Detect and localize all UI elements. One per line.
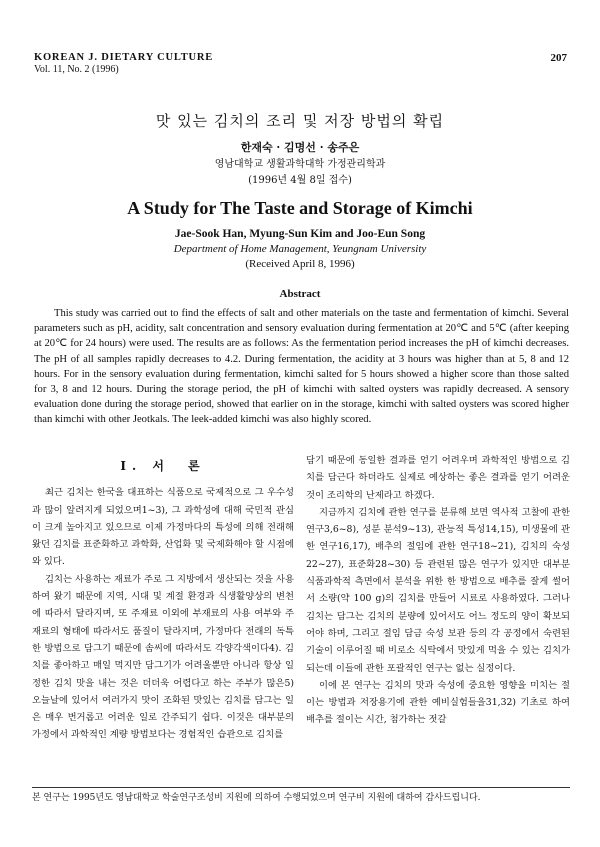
journal-name: KOREAN J. DIETARY CULTURE bbox=[34, 52, 214, 63]
english-affiliation: Department of Home Management, Yeungnam University bbox=[173, 243, 427, 255]
korean-authors: 한재숙 · 김명선 · 송주은 bbox=[240, 141, 360, 154]
journal-volume: Vol. 11, No. 2 (1996) bbox=[34, 64, 119, 75]
page-number: 207 bbox=[550, 52, 567, 64]
footnote: 본 연구는 1995년도 영남대학교 학술연구조성비 지원에 의하여 수행되었으며 연구비 지원에 대하여 감사드립니다. bbox=[32, 793, 481, 803]
english-title: A Study for The Taste and Storage of Kimchi bbox=[127, 198, 473, 218]
body-paragraph: 담기 때문에 동일한 결과를 얻기 어려우며 과학적인 방법으로 김치를 담근다 하더라도 실제로 예상하는 좋은 결과를 얻기 어려운 것이 조리학의 난제라고 하겠다. bbox=[306, 455, 570, 501]
abstract-heading: Abstract bbox=[279, 288, 321, 300]
korean-affiliation: 영남대학교 생활과학대학 가정관리학과 bbox=[214, 159, 386, 170]
body-paragraph: 최근 김치는 한국을 대표하는 식품으로 국제적으로 그 우수성과 많이 알려지게 되었으며1~3), 그 과학성에 대해 국민적 관심이 크게 높아지고 있으므로 이제 가정마다의 특성에 의해 전래해 왔던 김치를 표준화하고 과학화, 산업화 및 국제화해야 할 시점에 와 있다. bbox=[32, 487, 294, 568]
body-right-column bbox=[306, 452, 570, 729]
body-paragraph: 김치는 사용하는 재료가 주로 그 지방에서 생산되는 것을 사용하여 왔기 때문에 지역, 시대 및 계절 환경과 식생활양상의 변천에 따라서 달라지며, 또 주재료 이외에 부재료의 사용 여부와 주재료의 형태에 따라서도 품질이 달라지며, 가정마다 전래의 독특한 방법으로 담그기 때문에 솜씨에 따라서도 각양각색이다4). 김치를 좋아하고 매일 먹지만 담그기가 어려울뿐만 아니라 항상 일정한 김치 맛을 내는 것은 더더욱 어렵다고 하는 주부가 많은5) 오늘날에 있어서 여러가지 맛이 조화된 맛있는 김치를 담그는 일은 매우 번거롭고 어려운 일로 간주되기 쉽다. 이것은 대부분의 가정에서 과학적인 계량 방법보다는 경험적인 습관으로 김치를 bbox=[32, 573, 294, 741]
body-left-column bbox=[32, 458, 294, 744]
running-head bbox=[34, 52, 569, 75]
english-authors: Jae-Sook Han, Myung-Sun Kim and Joo-Eun Song bbox=[174, 228, 426, 240]
korean-received-date: (1996년 4월 8일 접수) bbox=[248, 175, 352, 186]
abstract-text: This study was carried out to find the effects of salt and other materials on the taste and fermentation of kimchi. Several parameters such as pH, acidity, salt concentration and sensory evaluation during fermentation at 20℃ and 5℃ (after keeping at 20℃ for 24 hours) were used. The results are as follows: As the fermentation period increases the pH of kimchi decreases. The pH of all samples rapidly decreases to 4.2. During fermentation, the acidity at 3 hours was higher than at 5, 8 and 12 hours. For in the sensory evaluation during fermentation, kimchi salted for 5 hours showed a higher score than those salted for 3, 8 and 12 hours. During the storage period, the pH of kimchi with salted oysters was rapidly decreased. A sensory evaluation done during the storage period, showed that earlier on in the storage, kimchi with salted oysters was scored higher than kimchi with other Jeotkals. The leek-added kimchi was also highly scored. bbox=[34, 308, 569, 426]
section-heading-introduction: I. 서 론 bbox=[120, 459, 206, 473]
footnote-divider bbox=[32, 787, 570, 788]
body-paragraph: 지금까지 김치에 관한 연구를 분류해 보면 역사적 고찰에 관한 연구3,6~8), 성분 분석9~13), 관능적 특성14,15), 미생물에 관한 연구16,17), 배추의 절임에 관한 연구18~21), 김치의 숙성22~27), 표준화28~30) 등 관련된 많은 연구가 있지만 대부분 식품과학적 측면에서 분석을 위한 한 방법으로 배추를 잘게 썰어서 소량(약 100 g)의 김치를 만들어 시료로 사용하였다. 그러나 김치는 담그는 김치의 분량에 있어서도 어느 정도의 양이 확보되어야 하며, 그리고 절임 담금 숙성 보관 등의 각 공정에서 숙련된 기술이 이루어질 때 비로소 식탁에서 맛있게 먹을 수 있는 김치가 되는데 이들에 관한 포괄적인 연구는 없는 실정이다. bbox=[306, 506, 570, 674]
korean-title: 맛 있는 김치의 조리 및 저장 방법의 확립 bbox=[155, 112, 445, 130]
english-received-date: (Received April 8, 1996) bbox=[245, 258, 355, 270]
body-paragraph: 이에 본 연구는 김치의 맛과 숙성에 중요한 영향을 미치는 절이는 방법과 저장용기에 관한 예비실험들을31,32) 기초로 하여 배추를 절이는 시간, 첨가하는 젓갈 bbox=[306, 679, 570, 726]
